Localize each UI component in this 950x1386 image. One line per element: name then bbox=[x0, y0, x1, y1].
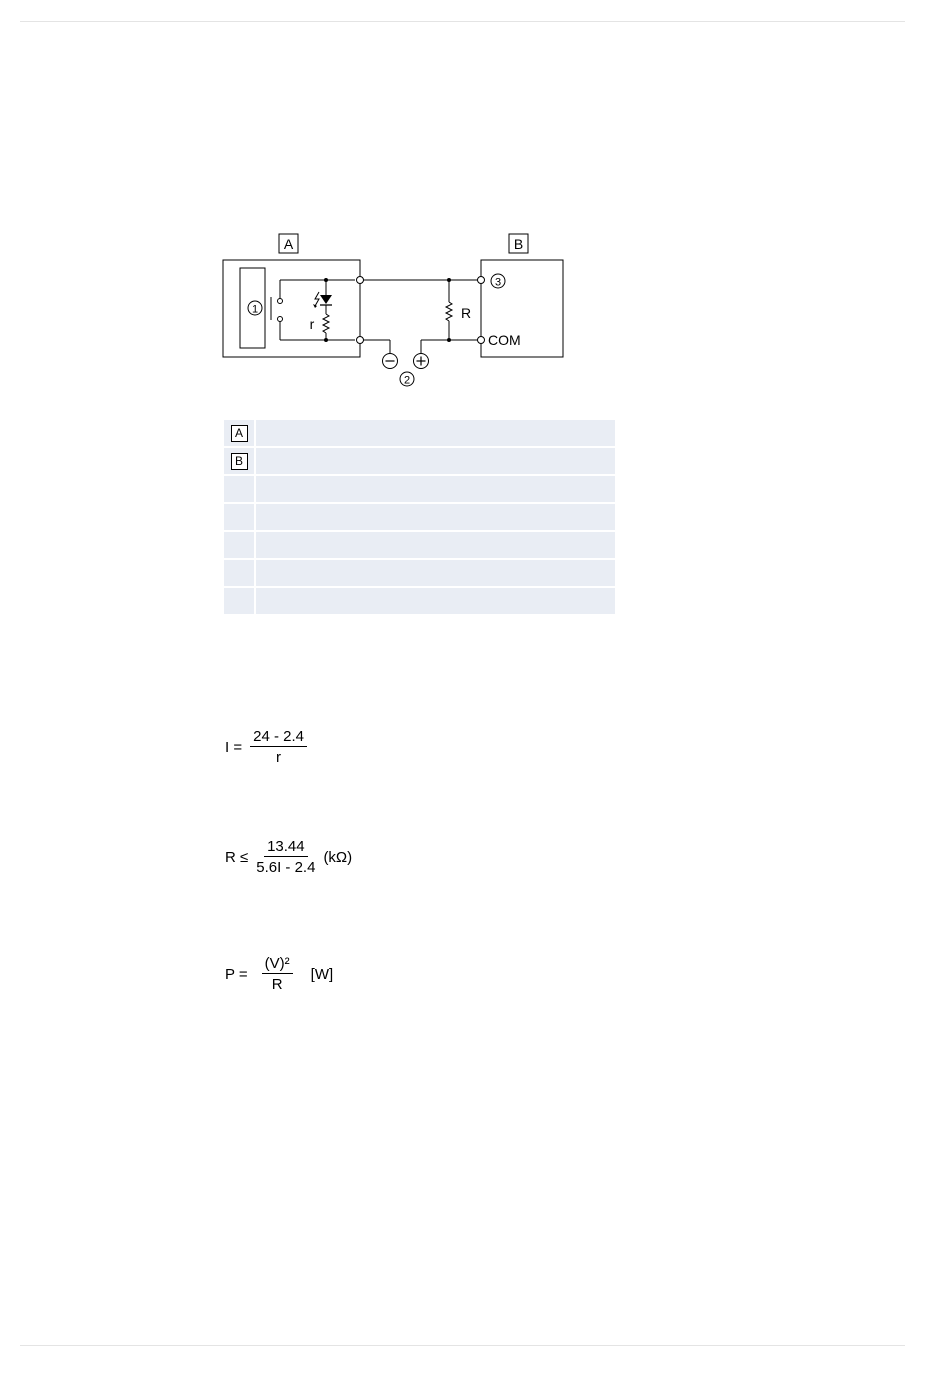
contact-terminal bbox=[278, 299, 283, 304]
numerator: 24 - 2.4 bbox=[250, 728, 307, 747]
legend-description bbox=[256, 420, 615, 446]
unit: (kΩ) bbox=[323, 848, 353, 866]
callout-2: 2 bbox=[403, 374, 411, 387]
legend-row bbox=[224, 448, 615, 474]
wiring-diagram bbox=[215, 225, 575, 395]
terminal-b-input bbox=[478, 277, 485, 284]
legend-key bbox=[224, 504, 254, 530]
legend-description bbox=[256, 448, 615, 474]
resistor-r-label: r bbox=[309, 316, 315, 332]
footer-divider bbox=[20, 1345, 905, 1346]
legend-row bbox=[224, 532, 615, 558]
legend-row bbox=[224, 588, 615, 614]
arrowhead bbox=[313, 304, 317, 308]
formula-lhs: R ≤ bbox=[225, 848, 249, 866]
legend-key bbox=[224, 448, 254, 474]
callout-3: 3 bbox=[494, 276, 502, 289]
resistor-r-icon bbox=[323, 314, 329, 333]
numerator: 13.44 bbox=[264, 838, 308, 857]
formula-current bbox=[225, 728, 315, 766]
legend-key bbox=[224, 588, 254, 614]
legend-description bbox=[256, 560, 615, 586]
label-b: B bbox=[513, 236, 524, 252]
device-a bbox=[223, 260, 360, 357]
legend-table bbox=[224, 420, 615, 616]
fraction bbox=[262, 955, 293, 993]
legend-key bbox=[224, 476, 254, 502]
junction-dot bbox=[324, 278, 328, 282]
callout-1: 1 bbox=[251, 303, 259, 316]
legend-row bbox=[224, 420, 615, 446]
legend-key-letter: A bbox=[231, 425, 248, 442]
denominator: R bbox=[271, 976, 283, 993]
light-emission-icon bbox=[315, 292, 319, 306]
legend-key bbox=[224, 532, 254, 558]
legend-row bbox=[224, 560, 615, 586]
numerator: (V)² bbox=[262, 955, 293, 974]
terminal-b-com bbox=[478, 337, 485, 344]
led-icon bbox=[320, 295, 332, 304]
denominator: r bbox=[276, 749, 282, 766]
legend-description bbox=[256, 532, 615, 558]
label-a: A bbox=[283, 236, 294, 252]
denominator: 5.6I - 2.4 bbox=[256, 859, 316, 876]
formula-resistance bbox=[225, 838, 352, 876]
contact-terminal bbox=[278, 317, 283, 322]
terminal-a-top bbox=[357, 277, 364, 284]
formula-power bbox=[225, 955, 333, 993]
legend-row bbox=[224, 504, 615, 530]
header-divider bbox=[20, 21, 905, 22]
resistor-R-label: R bbox=[460, 305, 472, 321]
formula-lhs: P = bbox=[225, 965, 248, 983]
legend-description bbox=[256, 504, 615, 530]
legend-row bbox=[224, 476, 615, 502]
resistor-R-icon bbox=[446, 302, 452, 321]
legend-description bbox=[256, 588, 615, 614]
legend-description bbox=[256, 476, 615, 502]
legend-key-letter: B bbox=[231, 453, 248, 470]
terminal-a-bottom bbox=[357, 337, 364, 344]
unit: [W] bbox=[310, 965, 334, 983]
fraction bbox=[250, 728, 307, 766]
formula-lhs: I = bbox=[225, 738, 243, 756]
fraction bbox=[256, 838, 315, 876]
legend-key bbox=[224, 420, 254, 446]
com-label: COM bbox=[488, 332, 521, 348]
legend-key bbox=[224, 560, 254, 586]
